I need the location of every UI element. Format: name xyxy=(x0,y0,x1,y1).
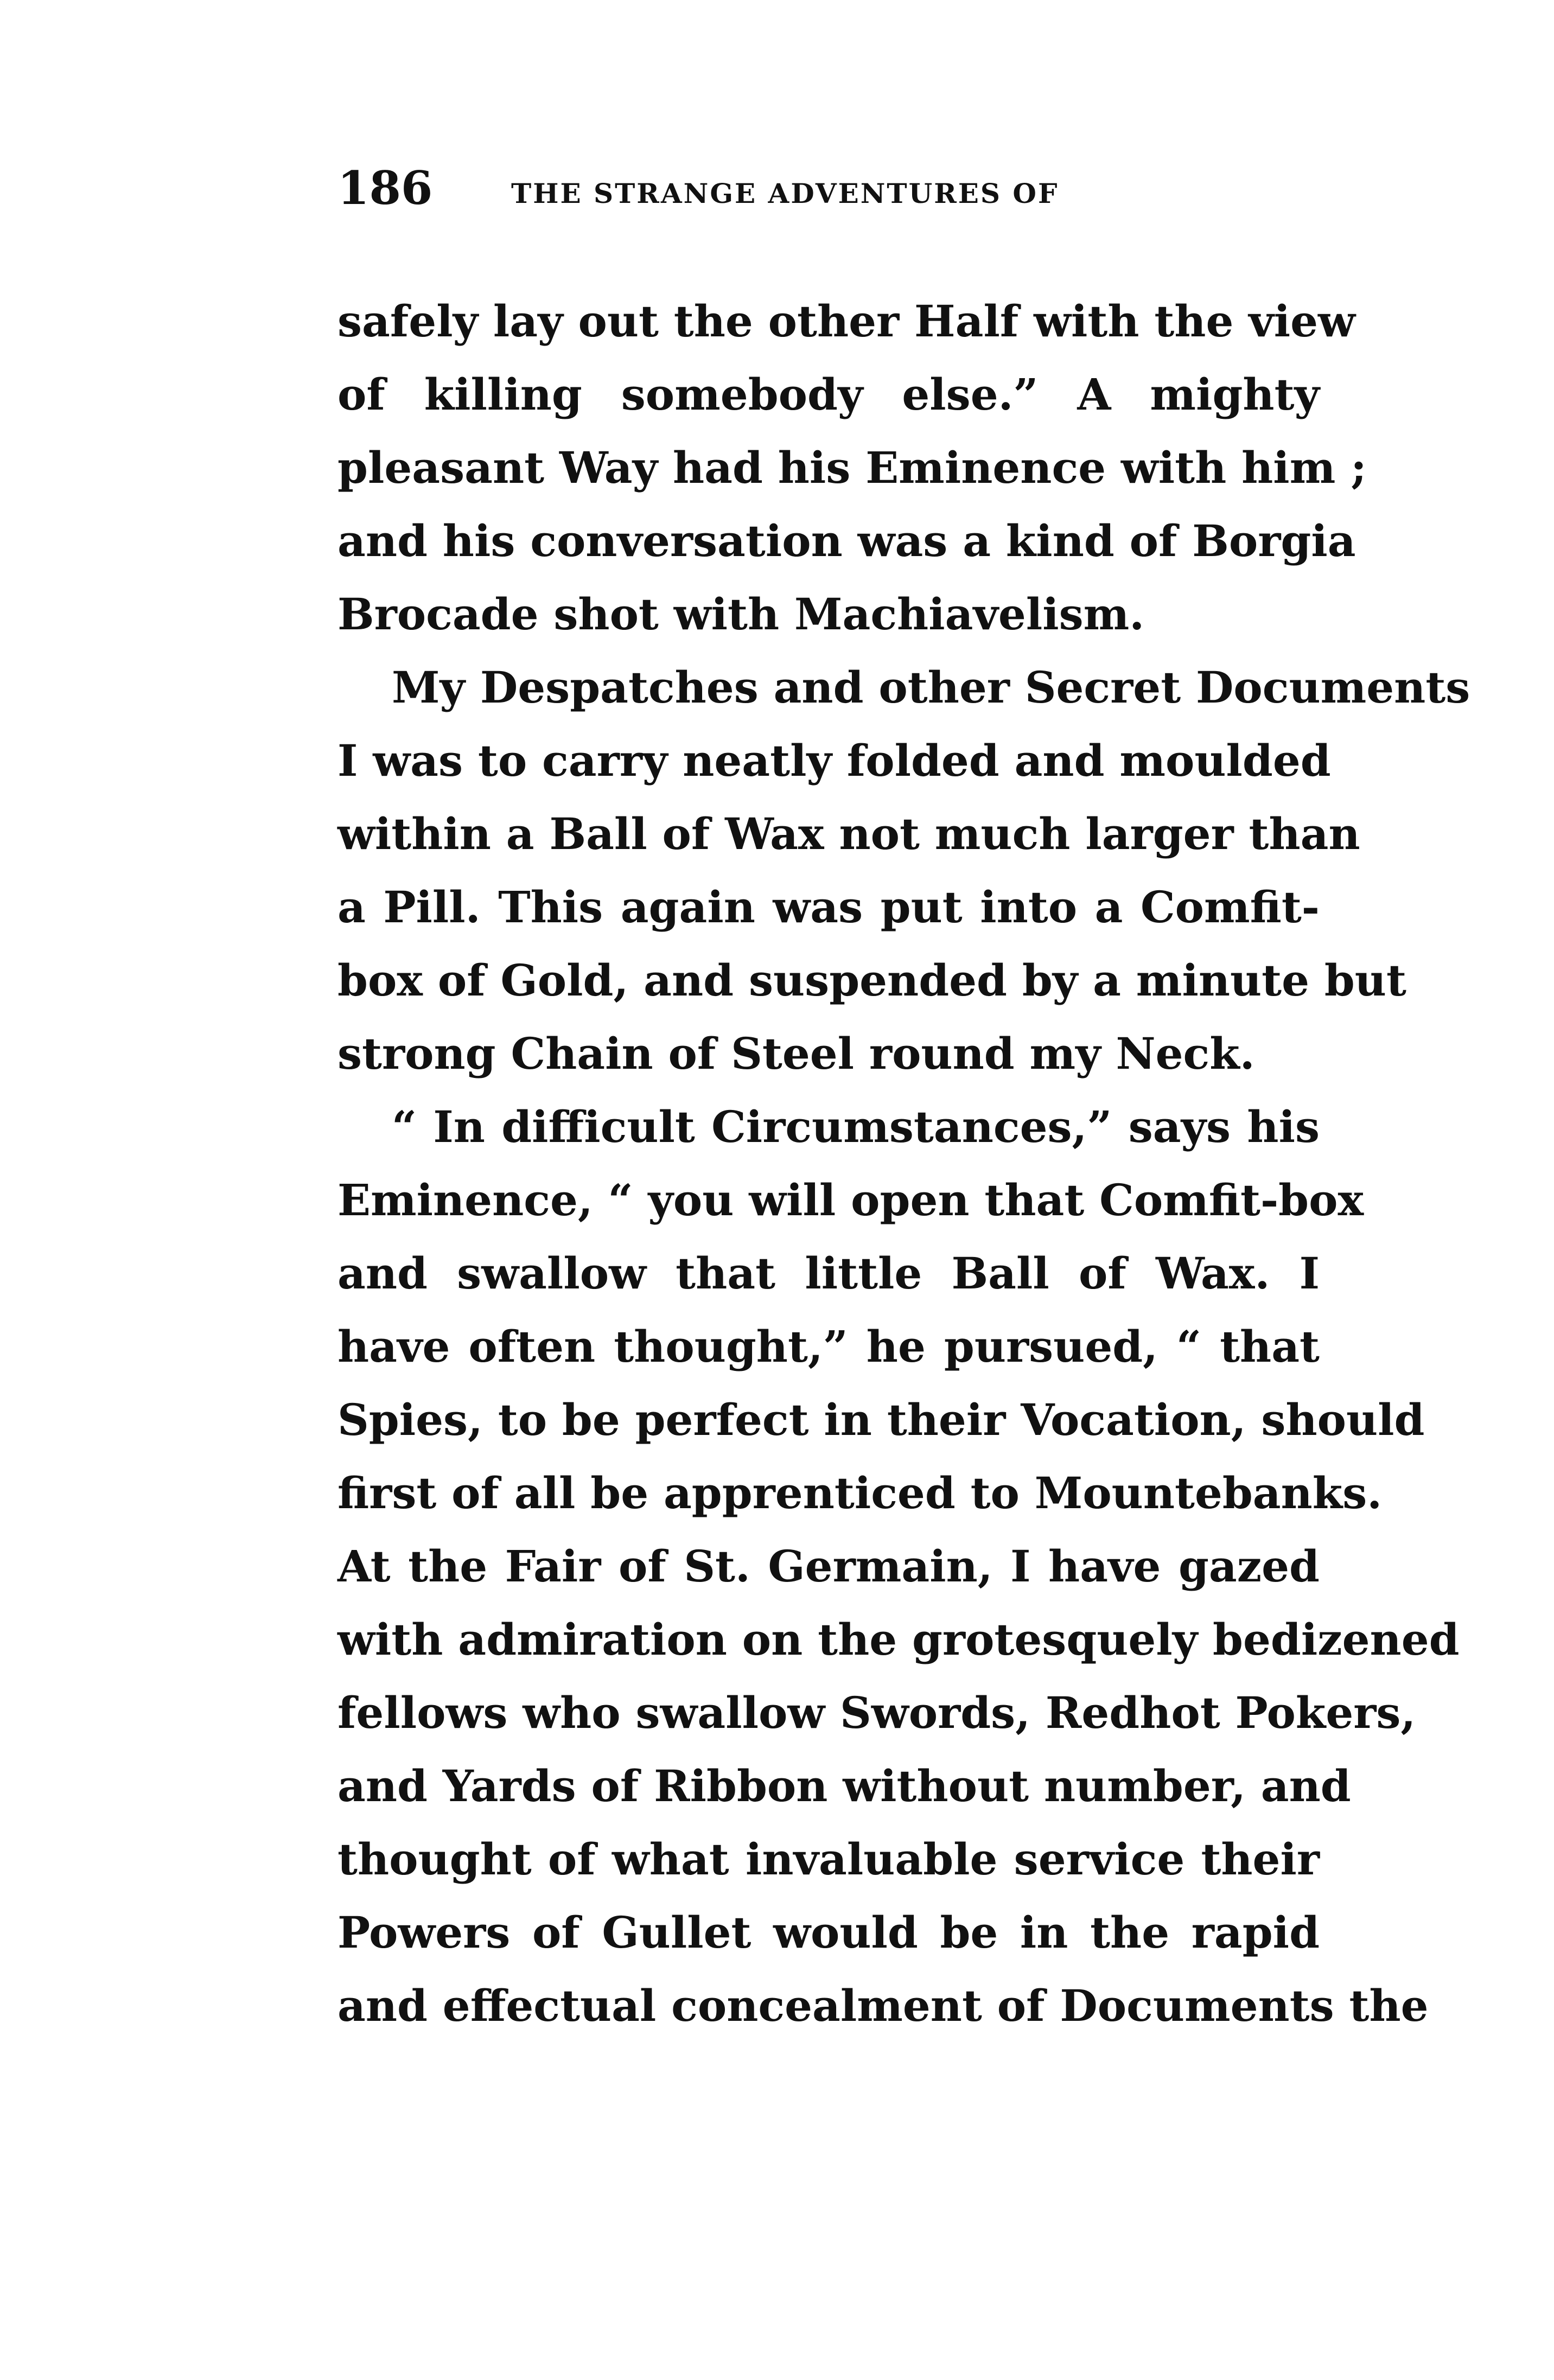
running-title: THE STRANGE ADVENTURES OF xyxy=(511,177,1059,209)
text-line: pleasant Way had his Eminence with him ; xyxy=(337,442,1367,493)
text-line: a Pill. This again was put into a Comfit- xyxy=(337,882,1320,933)
text-line: thought of what invaluable service their xyxy=(337,1834,1320,1885)
page-number: 186 xyxy=(337,161,433,215)
text-line: My Despatches and other Secret Documents xyxy=(392,662,1470,713)
text-line: have often thought,” he pursued, “ that xyxy=(337,1321,1320,1372)
text-line: and Yards of Ribbon without number, and xyxy=(337,1760,1351,1811)
text-line: of killing somebody else.” A mighty xyxy=(337,369,1320,420)
text-line: At the Fair of St. Germain, I have gazed xyxy=(337,1541,1320,1592)
text-line: Brocade shot with Machiavelism. xyxy=(337,589,1145,640)
body-text xyxy=(337,285,1470,2043)
text-line: with admiration on the grotesquely bedizened xyxy=(337,1614,1460,1665)
text-line: box of Gold, and suspended by a minute but xyxy=(337,955,1406,1006)
text-line: and effectual concealment of Documents the xyxy=(337,1980,1429,2031)
text-line: fellows who swallow Swords, Redhot Pokers, xyxy=(337,1687,1416,1738)
text-line: safely lay out the other Half with the view xyxy=(337,296,1355,347)
text-line: and swallow that little Ball of Wax. I xyxy=(337,1248,1320,1299)
text-line: within a Ball of Wax not much larger than xyxy=(337,808,1360,859)
text-line: Eminence, “ you will open that Comfit-box xyxy=(337,1175,1364,1226)
text-line: Spies, to be perfect in their Vocation, should xyxy=(337,1394,1425,1445)
text-line: and his conversation was a kind of Borgia xyxy=(337,515,1356,566)
page-header xyxy=(337,158,1325,218)
text-line: Powers of Gullet would be in the rapid xyxy=(337,1907,1320,1958)
text-line: “ In difficult Circumstances,” says his xyxy=(392,1101,1320,1152)
text-line: first of all be apprenticed to Mountebanks. xyxy=(337,1467,1383,1518)
text-line: I was to carry neatly folded and moulded xyxy=(337,735,1331,786)
text-line: strong Chain of Steel round my Neck. xyxy=(337,1028,1255,1079)
